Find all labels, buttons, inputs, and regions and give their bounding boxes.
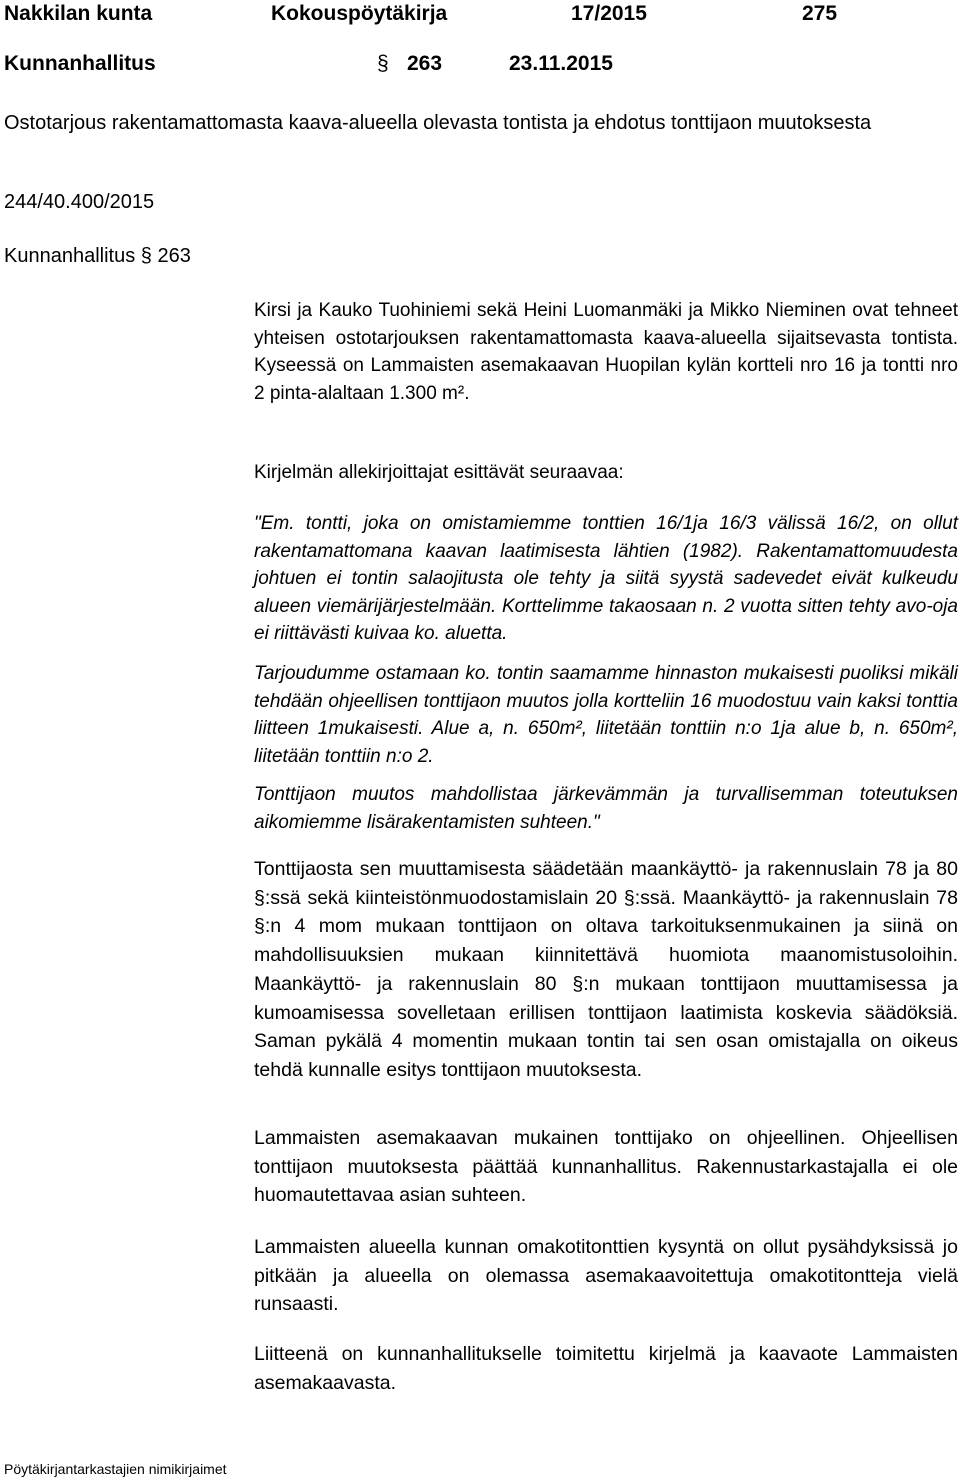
paragraph-quote-3: Tonttijaon muutos mahdollistaa järkevämmän ja turvallisemman toteutuksen aikomiemme lisärakentamisten suhteen." (254, 784, 958, 833)
paragraph-legislation: Tonttijaosta sen muuttamisesta säädetään maankäyttö- ja rakennuslain 78 ja 80 §:ssä sekä kiinteistönmuodostamislain 20 §:ssä. Maankäyttö- ja rakennuslain 78 §:n 4 mom mukaan tonttijaon on oltava tarkoituksenmukainen ja siinä on mahdollisuuksien mukaan kiinnitettävä huomiota maanomistusoloihin. Maankäyttö- ja rakennuslain 80 §:n mukaan tonttijaon muuttamisessa ja kumoamisessa sovelletaan erillisen tonttijaon laatimista koskevia säädöksiä. Saman pykälä 4 momentin mukaan tontin tai sen osan omistajalla on oikeus tehdä kunnalle esitys tonttijaon muutoksesta. (254, 858, 958, 1081)
paragraph-demand: Lammaisten alueella kunnan omakotitonttien kysyntä on ollut pysähdyksissä jo pitkään ja alueella on olemassa asemakaavoitettuja omakotitontteja vielä runsaasti. (254, 1236, 958, 1316)
page-number: 275 (802, 2, 838, 25)
document-type: Kokouspöytäkirja (271, 2, 448, 25)
paragraph-offer: Kirsi ja Kauko Tuohiniemi sekä Heini Luomanmäki ja Mikko Nieminen ovat tehneet yhteisen ostotarjouksen rakentamattomasta kaava-alueella sijaitsevasta tontista. Kyseessä on Lammaisten asemakaavan Huopilan kylän kortteli nro 16 ja tontti nro 2 pinta-alaltaan 1.300 m². (254, 300, 958, 404)
diary-number: 244/40.400/2015 (4, 191, 155, 213)
paragraph-quote-1: "Em. tontti, joka on omistamiemme tonttien 16/1ja 16/3 välissä 16/2, on ollut rakentamattomana kaavan laatimisesta lähtien (1982). Rakentamattomuudesta johtuen ei tontin salaojitusta ole tehty ja siitä syystä sadevedet eivät kulkeudu alueen viemärijärjestelmään. Korttelimme takaosaan n. 2 vuotta sitten tehty avo-oja ei riittävästi kuivaa ko. aluetta. (254, 513, 958, 644)
paragraph-quote-2: Tarjoudumme ostamaan ko. tontin saamamme hinnaston mukaisesti puoliksi mikäli tehdään ohjeellisen tonttijaon muutos jolla kortteliin 16 muodostuu vain kaksi tonttia liitteen 1mukaisesti. Alue a, n. 650m², liitetään tonttiin n:o 1ja alue b, n. 650m², liitetään tonttiin n:o 2. (254, 663, 958, 767)
section-label: Kunnanhallitus § 263 (4, 245, 191, 267)
municipality-name: Nakkilan kunta (4, 2, 153, 25)
board-name: Kunnanhallitus (4, 52, 156, 75)
section-symbol: § (377, 52, 389, 75)
meeting-date: 23.11.2015 (509, 52, 613, 75)
paragraph-attachment: Liitteenä on kunnanhallitukselle toimitettu kirjelmä ja kaavaote Lammaisten asemakaavasta. (254, 1343, 958, 1394)
section-number: 263 (407, 52, 443, 75)
document-number: 17/2015 (571, 2, 647, 25)
paragraph-plan: Lammaisten asemakaavan mukainen tonttijako on ohjeellinen. Ohjeellisen tonttijaon muutoksesta päättää kunnanhallitus. Rakennustarkastajalla ei ole huomautettavaa asian suhteen. (254, 1127, 958, 1207)
footer-initials-label: Pöytäkirjantarkastajien nimikirjaimet (4, 1461, 227, 1477)
paragraph-intro: Kirjelmän allekirjoittajat esittävät seuraavaa: (254, 462, 624, 483)
agenda-subject: Ostotarjous rakentamattomasta kaava-alueella olevasta tontista ja ehdotus tonttijaon muutoksesta (4, 112, 872, 134)
